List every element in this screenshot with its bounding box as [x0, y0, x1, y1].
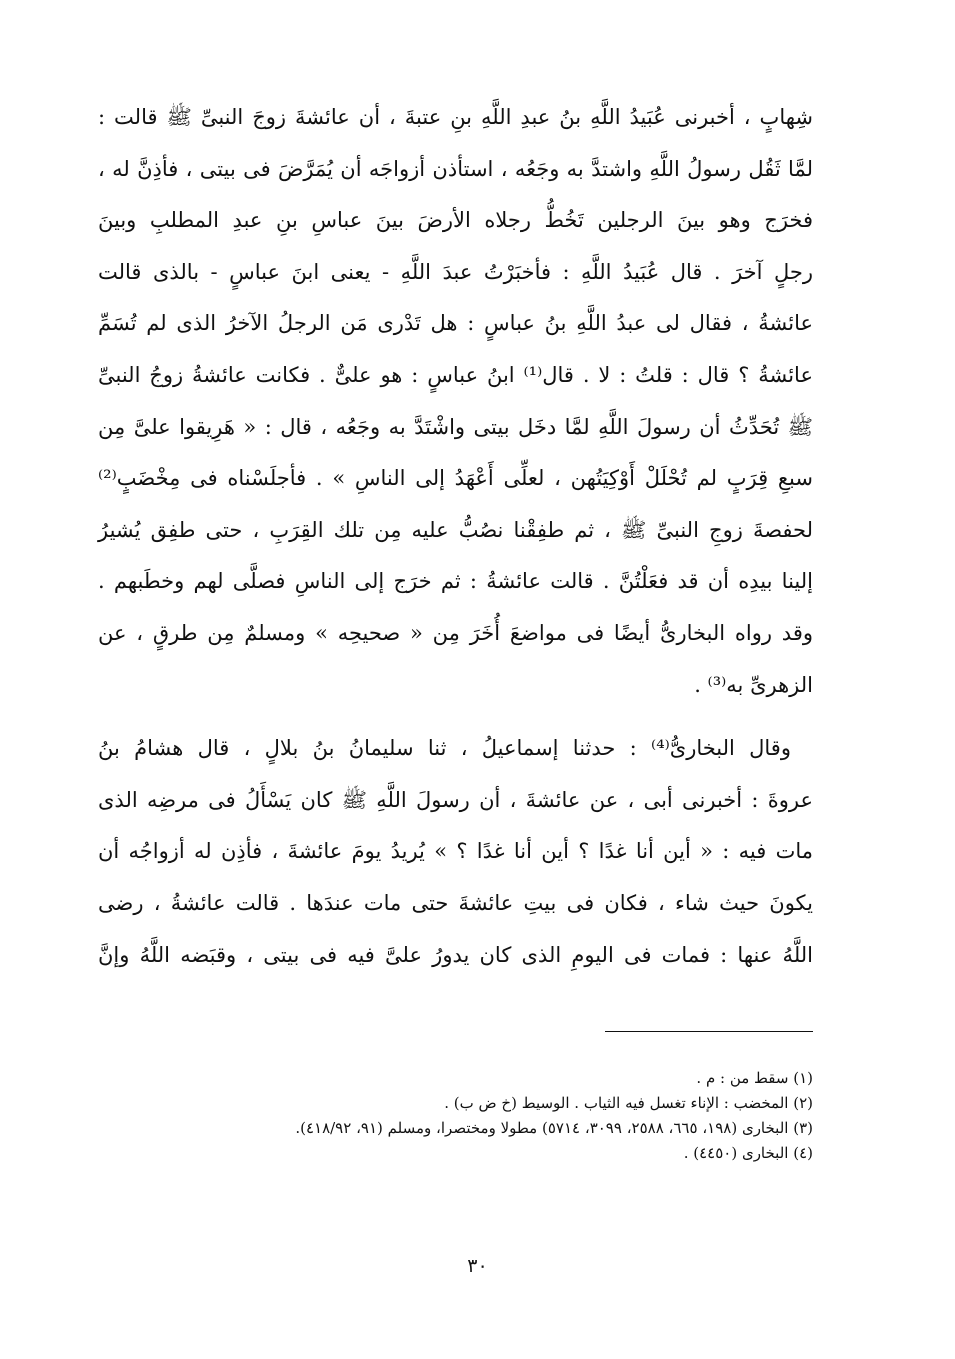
text-line: سبعِ قِرَبٍ لم تُحْلَلْ أَوْكِيَتُهن ، لعلِّى أَعْهَدُ إلى الناسِ » . فأجلَسْناه فى مِخْضَبٍ⁽²⁾ — [98, 466, 813, 491]
footnote: (١) سقط من : م . — [696, 1069, 813, 1087]
page-number: ٣٠ — [467, 1255, 488, 1277]
text-line: لحفصةَ زوجِ النبىِّ ﷺ ، ثم طفِقْنا نصُبُّ عليه مِن تلك القِرَبِ ، حتى طفِق يُشيرُ — [98, 517, 813, 542]
footnote: (٢) المخضب : الإناء تغسل فيه الثياب . الوسيط (خ ض ب) . — [444, 1094, 813, 1112]
footnotes — [98, 1066, 813, 1166]
text-line: عائشةُ ، فقال لى عبدُ اللَّهِ بنُ عباسٍ : هل تَدْرى مَن الرجلُ الآخرُ الذى لم تُسَمِّ — [98, 311, 813, 336]
text-line: رجلٍ آخرَ . قال عُبَيدُ اللَّهِ : فأخبَرْتُ عبدَ اللَّهِ - يعنى ابنَ عباسٍ - بالذى قالت — [98, 259, 813, 284]
footnote-divider — [605, 1031, 813, 1032]
text-line: فخرَج وهو بينَ الرجلين تَخُطُّ رجلاه الأرضَ بينَ عباسِ بنِ عبدِ المطلبِ وبينَ — [98, 208, 813, 233]
text-line: اللَّهُ عنها : فمات فى اليومِ الذى كان يدورُ علىَّ فيه فى بيتى ، وقبَضه اللَّهُ وإنَّ — [98, 942, 813, 967]
text-line: مات فيه : « أين أنا غدًا ؟ أين أنا غدًا ؟ » يُريدُ يومَ عائشةَ ، فأذِن له أزواجُه أن — [98, 839, 813, 864]
text-line: يكونَ حيث شاء ، فكان فى بيتِ عائشةَ حتى مات عندَها . قالت عائشةُ ، رضى — [98, 890, 813, 915]
text-line: عائشةُ ؟ قال : قلتُ : لا . قال⁽¹⁾ ابنُ عباسٍ : هو علىٌّ . فكانت عائشةُ زوجُ النبىِّ — [98, 362, 813, 387]
text-line: وقال البخارىُّ⁽⁴⁾ : حدثنا إسماعيلُ ، ثنا سليمانُ بنُ بلالٍ ، قال هشامُ بنُ — [98, 736, 791, 761]
text-line: لمَّا ثَقُل رسولُ اللَّهِ واشتدَّ به وجَعُه ، استأذن أزواجَه أن يُمَرَّضَ فى بيتى ، فأذِنَّ له ، — [98, 156, 813, 181]
text-line: الزهرىِّ به⁽³⁾ . — [694, 672, 813, 697]
text-line: عروةَ : أخبرنى أبى ، عن عائشةَ ، أن رسولَ اللَّهِ ﷺ كان يَسْأَلُ فى مرضِه الذى — [98, 787, 813, 812]
text-line: وقد رواه البخارىُّ أيضًا فى مواضعَ أُخَرَ مِن « صحيحِه » ومسلمٌ مِن طرقٍ ، عن — [98, 620, 813, 645]
footnote: (٤) البخارى (٤٤٥٠) . — [683, 1144, 813, 1162]
text-line: ﷺ تُحَدِّثُ أن رسولَ اللَّهِ لمَّا دخَل بيتى واشْتَدَّ به وجَعُه ، قال : « هَرِيقوا علىَّ مِن — [98, 414, 813, 439]
text-line: إلينا بيدِه أن قد فعَلْتُنَّ . قالت عائشةُ : ثم خرَج إلى الناسِ فصلَّى لهم وخطَبهم . — [98, 569, 813, 594]
main-text — [98, 92, 813, 981]
text-line: شِهابٍ ، أخبرنى عُبَيدُ اللَّهِ بنُ عبدِ اللَّهِ بنِ عتبةَ ، أن عائشةَ زوجَ النبىِّ ﷺ قالت : — [98, 105, 813, 129]
footnote: (٣) البخارى (١٩٨، ٦٦٥، ٢٥٨٨، ٣٠٩٩، ٥٧١٤) مطولا ومختصرا، ومسلم (٩١، ٤١٨/٩٢). — [295, 1119, 813, 1137]
